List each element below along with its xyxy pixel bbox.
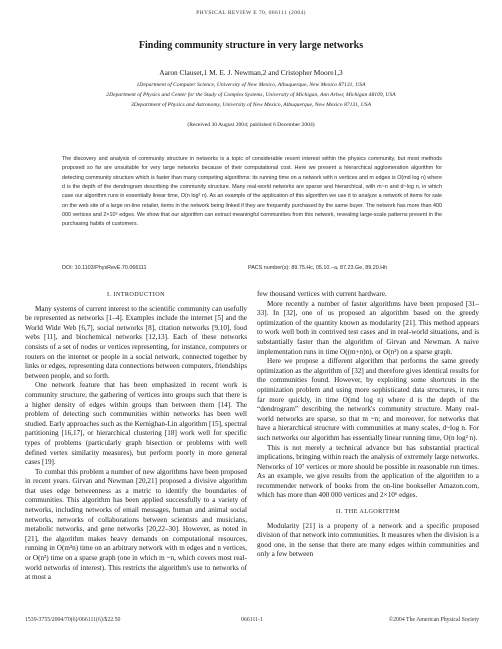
paragraph: few thousand vertices with current hardware. — [257, 290, 387, 298]
received-date: (Received 30 August 2004; published 6 December 2004) — [187, 122, 315, 128]
affiliations — [20, 80, 482, 110]
abstract: The discovery and analysis of community structure in networks is a topic of considerable recent interest within the physics community, but most methods proposed so far are unsuitable for very large networks because of their computational cost. Here we present a hierarchical agglomeration algorithm for detecting community structure which is faster than many competing algorithms: its running time on a network with n vertices and m edges is O(md log n) where d is the depth of the dendrogram describing the community structure. Many real-world networks are sparse and hierarchical, with m~n and d~log n, in which case our algorithm runs in essentially linear time, O(n log² n). As an example of the application of this algorithm we use it to analyze a network of items for sale on the web site of a large on-line retailer, items in the network being linked if they are frequently purchased by the same buyer. The network has more than 400 000 vertices and 2×10⁶ edges. We show that our algorithm can extract meaningful communities from this network, revealing large-scale patterns present in the purchasing habits of customers. — [62, 156, 442, 228]
paragraph: One network feature that has been emphasized in recent work is community structure, the gathering of vertices into groups such that there is a higher density of edges within groups than between them [14]. The problem of detecting such communities within networks has been well studied. Early approaches such as the Kernighan-Lin algorithm [15], spectral partitioning [16,17], or hierarchical clustering [18] work well for specific types of problems (particularly graph bisection or problems with well defined vertex similarity measures), but perform poorly in more general cases [19]. — [25, 381, 247, 467]
footer-issn: 1539-3755/2004/70(6)/066111(6)/$22.50 — [25, 617, 121, 623]
paragraph: More recently a number of faster algorithms have been proposed [31–33]. In [32], one of us proposed an algorithm based on the greedy optimization of the quantity known as modularity [21]. This method appears to work well both in contrived test cases and in real-world situations, and is substantially faster than the algorithm of Girvan and Newman. A naive implementation runs in time O((m+n)n), or O(n²) on a sparse graph. — [257, 299, 479, 356]
paragraph: To combat this problem a number of new algorithms have been proposed in recent years. Girvan and Newman [20,21] proposed a divisive algorithm that uses edge betweenness as a metric to identify the boundaries of communities. This algorithm has been applied successfully to a variety of networks, including networks of email messages, human and animal social networks, networks of collaborations between scientists and musicians, metabolic networks, and gene networks [20,22–30]. However, as noted in [21], the algorithm makes heavy demands on computational resources, running in O(m²n) time on an arbitrary network with m edges and n vertices, or O(n³) time on a sparse graph (one in which m ~n, which covers most real-world networks of interest). This restricts the algorithm's use to networks of at most a — [25, 467, 247, 582]
affiliation-2: 2Department of Physics and Center for the Study of Complex Systems, University of Michigan, Ann Arbor, Michigan 48109, USA — [106, 92, 396, 98]
paragraph: Many systems of current interest to the scientific community can usefully be represented as networks [1–4]. Examples include the internet [5] and the World Wide Web [6,7], social networks [8], citation networks [9,10], food webs [11], and biochemical networks [12,13]. Each of these networks consists of a set of nodes or vertices representing, for instance, computers or routers on the internet or people in a social network, connected together by links or edges, representing data connections between computers, friendships between people, and so forth. — [25, 304, 247, 380]
section-heading-introduction: I. INTRODUCTION — [107, 291, 165, 298]
affiliation-1: 1Department of Computer Science, University of New Mexico, Albuquerque, New Mexico 87131, USA — [136, 82, 366, 88]
page-footer — [25, 617, 479, 627]
footer-copyright: ©2004 The American Physical Society — [388, 617, 479, 623]
paper-title: Finding community structure in very large networks — [138, 40, 364, 51]
journal-header: PHYSICAL REVIEW E 70, 066111 (2004) — [196, 10, 306, 16]
paragraph: This is not merely a technical advance but has substantial practical implications, bringing within reach the analysis of extremely large networks. Networks of 10⁷ vertices or more should be possible in reasonable run times. As an example, we give results from the application of the algorithm to a recommender network of books from the on-line bookseller Amazon.com, which has more than 400 000 vertices and 2×10⁶ edges. — [257, 443, 479, 500]
author-list: Aaron Clauset,1 M. E. J. Newman,2 and Cristopher Moore1,3 — [159, 68, 343, 77]
section-heading-algorithm: II. THE ALGORITHM — [335, 508, 401, 516]
paragraph: Modularity [21] is a property of a network and a specific proposed division of that network into communities. It measures when the division is a good one, in the sense that there are many edges within communities and only a few between — [257, 521, 479, 559]
pacs-numbers: PACS number(s): 89.75.Hc, 05.10.−a, 87.23.Ge, 89.20.Hh — [248, 265, 388, 271]
doi: DOI: 10.1103/PhysRevE.70.066111 — [62, 265, 147, 271]
right-column — [257, 290, 479, 560]
affiliation-3: 3Department of Physics and Astronomy, University of New Mexico, Albuquerque, New Mexico 87131, USA — [130, 102, 372, 108]
footer-page-number: 066111-1 — [241, 617, 263, 623]
paragraph: Here we propose a different algorithm that performs the same greedy optimization as the algorithm of [32] and therefore gives identical results for the communities found. However, by exploiting some shortcuts in the optimization problem and using more sophisticated data structures, it runs far more quickly, in time O(md log n) where d is the depth of the “dendrogram” describing the network's community structure. Many real-world networks are sparse, so that m ~n; and moreover, for networks that have a hierarchical structure with communities at many scales, d~log n. For such networks our algorithm has essentially linear running time, O(n log² n). — [257, 357, 479, 442]
left-column — [25, 290, 247, 583]
